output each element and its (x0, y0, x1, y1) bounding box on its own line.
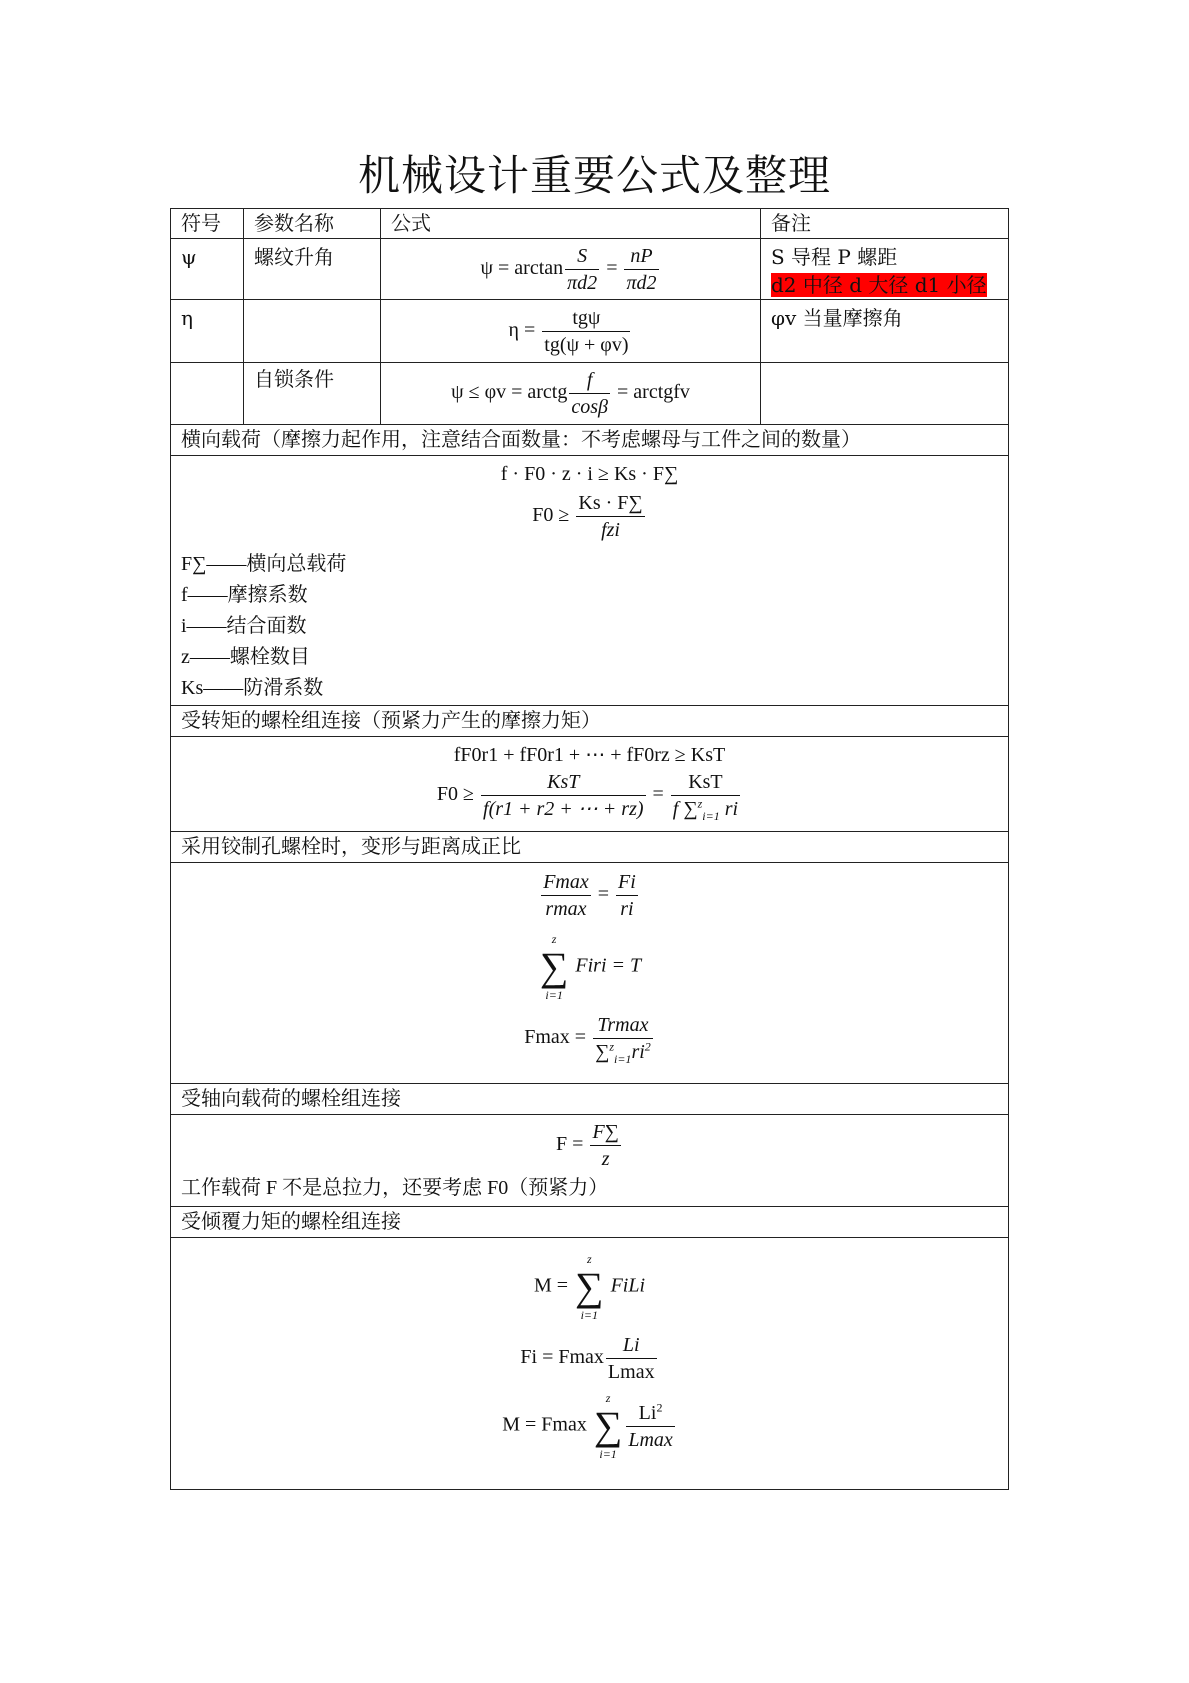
numerator-base: Li (638, 1401, 657, 1424)
fraction-denominator: cosβ (571, 396, 608, 418)
sum-lower-limit: i=1 (702, 809, 720, 823)
section-body (171, 737, 1009, 832)
fraction-denominator: fzi (601, 519, 620, 541)
table-header-row (171, 209, 1009, 239)
equation-line: fF0r1 + fF0r1 + ⋯ + fF0rz ≥ KsT (453, 744, 726, 766)
fraction (606, 1332, 657, 1385)
sum-body: ri (724, 798, 739, 820)
fraction-numerator: Fi (616, 869, 638, 896)
row-symbol: ψ (171, 239, 244, 300)
fraction-denominator: rmax (545, 898, 587, 920)
sum-upper-limit: z (586, 1252, 592, 1266)
sigma-symbol: ∑ (575, 1264, 604, 1309)
equation-line (181, 1391, 998, 1461)
formula-lhs: ψ = arctan (480, 256, 564, 279)
section-body (171, 1238, 1009, 1490)
highlighted-note: d2 中径 d 大径 d1 小径 (771, 273, 987, 297)
sum-prefix: f ∑ (672, 798, 698, 820)
fraction-numerator: KsT (481, 769, 646, 796)
section-heading: 受轴向载荷的螺栓组连接 (171, 1084, 1009, 1115)
fraction (671, 769, 740, 822)
sum-lower-limit: i=1 (580, 1308, 599, 1322)
fraction (624, 243, 658, 296)
exponent: 2 (656, 1399, 663, 1414)
fraction (616, 869, 638, 922)
fraction-numerator: F∑ (590, 1119, 620, 1146)
equation-line (181, 1332, 998, 1385)
sum-body: FiLi (610, 1274, 646, 1297)
fraction (481, 769, 646, 822)
section-header-row (171, 425, 1009, 456)
formula-lhs: Fmax = (524, 1026, 587, 1049)
fraction-numerator: Trmax (593, 1012, 653, 1039)
equals-sign: = (606, 256, 618, 279)
equation-line (181, 1012, 998, 1065)
equation-line (181, 490, 998, 543)
formula-lhs: M = Fmax (502, 1413, 587, 1436)
table-row (171, 300, 1009, 363)
section-header-row (171, 1084, 1009, 1115)
fraction-denominator (593, 1039, 653, 1065)
formula-lhs: η = (508, 318, 536, 341)
section-heading: 横向载荷（摩擦力起作用，注意结合面数量：不考虑螺母与工件之间的数量） (171, 425, 1009, 456)
fraction (541, 869, 591, 922)
sum-body: ri (631, 1041, 645, 1063)
equals-sign: = (597, 883, 610, 906)
fraction-numerator: KsT (671, 769, 740, 796)
row-symbol (171, 363, 244, 425)
equation-line: f · F0 · z · i ≥ Ks · F∑ (500, 463, 679, 485)
summation (575, 1252, 604, 1322)
row-formula (381, 300, 761, 363)
definition-list (181, 549, 998, 704)
fraction-numerator: nP (624, 243, 658, 270)
row-symbol: η (171, 300, 244, 363)
sum-lower-limit: i=1 (599, 1447, 617, 1461)
sum-body: Firi = T (575, 954, 642, 977)
fraction-numerator: Ks · F∑ (576, 490, 644, 517)
definition-item: Ks——防滑系数 (181, 677, 324, 699)
sum-upper-limit: z (609, 1039, 614, 1054)
section-header-row (171, 832, 1009, 863)
fraction-denominator: Lmax (607, 1361, 655, 1383)
fraction-denominator: πd2 (567, 271, 598, 294)
sum-prefix: ∑ (595, 1041, 610, 1063)
row-name: 自锁条件 (244, 363, 381, 425)
section-heading: 采用铰制孔螺栓时，变形与距离成正比 (171, 832, 1009, 863)
summation (594, 1391, 623, 1461)
note-line: S 导程 P 螺距 (771, 245, 898, 269)
sum-lower-limit: i=1 (614, 1052, 632, 1066)
formula-lhs: F = (556, 1133, 584, 1156)
row-formula (381, 239, 761, 300)
equation-line (181, 1252, 998, 1322)
formula-table (170, 208, 1009, 1490)
sum-lower-limit: i=1 (545, 988, 563, 1002)
section-content-row (171, 863, 1009, 1084)
section-body (171, 1115, 1009, 1207)
fraction-denominator: f(r1 + r2 + ⋯ + rz) (483, 798, 644, 820)
sigma-symbol: ∑ (593, 1403, 623, 1448)
definition-item: F∑——横向总载荷 (181, 553, 347, 575)
page-title: 机械设计重要公式及整理 (357, 151, 831, 200)
fraction-denominator (671, 796, 740, 822)
fraction-denominator: ri (620, 898, 634, 920)
fraction (576, 490, 644, 543)
formula-rhs: = arctgfv (617, 381, 690, 404)
fraction (626, 1400, 674, 1453)
sum-upper-limit: z (697, 796, 703, 811)
table-row (171, 363, 1009, 425)
axial-note: 工作载荷 F 不是总拉力，还要考虑 F0（预紧力） (181, 1177, 609, 1199)
definition-item: i——结合面数 (181, 615, 307, 637)
section-body (171, 863, 1009, 1084)
section-content-row (171, 1115, 1009, 1207)
definition-item: z——螺栓数目 (181, 646, 310, 668)
fraction (569, 367, 610, 420)
definition-item: f——摩擦系数 (181, 584, 308, 606)
fraction-numerator: tgψ (542, 305, 630, 332)
row-note: φv 当量摩擦角 (761, 300, 1009, 363)
fraction-numerator (626, 1400, 674, 1427)
formula-lhs: M = (533, 1274, 569, 1297)
fraction-numerator: S (565, 243, 599, 270)
equation-line (181, 1119, 998, 1172)
header-param-name: 参数名称 (244, 209, 381, 239)
row-name: 螺纹升角 (244, 239, 381, 300)
section-content-row (171, 737, 1009, 832)
formula-lhs: F0 ≥ (436, 783, 475, 806)
exponent: 2 (644, 1039, 651, 1054)
equation-line (181, 769, 998, 822)
fraction-numerator: Fmax (541, 869, 591, 896)
section-content-row (171, 1238, 1009, 1490)
header-symbol: 符号 (171, 209, 244, 239)
section-heading: 受转矩的螺栓组连接（预紧力产生的摩擦力矩） (171, 706, 1009, 737)
row-note (761, 239, 1009, 300)
fraction-denominator: tg(ψ + φv) (544, 333, 629, 356)
fraction-denominator: πd2 (626, 271, 657, 294)
section-content-row (171, 456, 1009, 706)
section-body (171, 456, 1009, 706)
row-formula (381, 363, 761, 425)
sum-upper-limit: z (551, 932, 557, 946)
fraction (542, 305, 630, 358)
row-note (761, 363, 1009, 425)
equation-line (181, 869, 998, 922)
table-row (171, 239, 1009, 300)
header-formula: 公式 (381, 209, 761, 239)
fraction-numerator: f (569, 367, 610, 394)
section-header-row (171, 706, 1009, 737)
fraction (593, 1012, 653, 1065)
section-header-row (171, 1207, 1009, 1238)
formula-lhs: F0 ≥ (532, 504, 570, 527)
sum-upper-limit: z (605, 1391, 611, 1405)
summation (540, 932, 569, 1002)
fraction-denominator: Lmax (628, 1428, 673, 1451)
fraction-denominator: z (601, 1148, 610, 1170)
formula-lhs: ψ ≤ φv = arctg (451, 381, 568, 404)
equation-line (181, 932, 998, 1002)
sigma-symbol: ∑ (539, 944, 569, 989)
fraction (565, 243, 599, 296)
row-name (244, 300, 381, 363)
header-note: 备注 (761, 209, 1009, 239)
fraction (590, 1119, 620, 1172)
equals-sign: = (652, 783, 664, 806)
section-heading: 受倾覆力矩的螺栓组连接 (171, 1207, 1009, 1238)
fraction-numerator: Li (606, 1332, 657, 1359)
formula-lhs: Fi = Fmax (520, 1346, 604, 1369)
